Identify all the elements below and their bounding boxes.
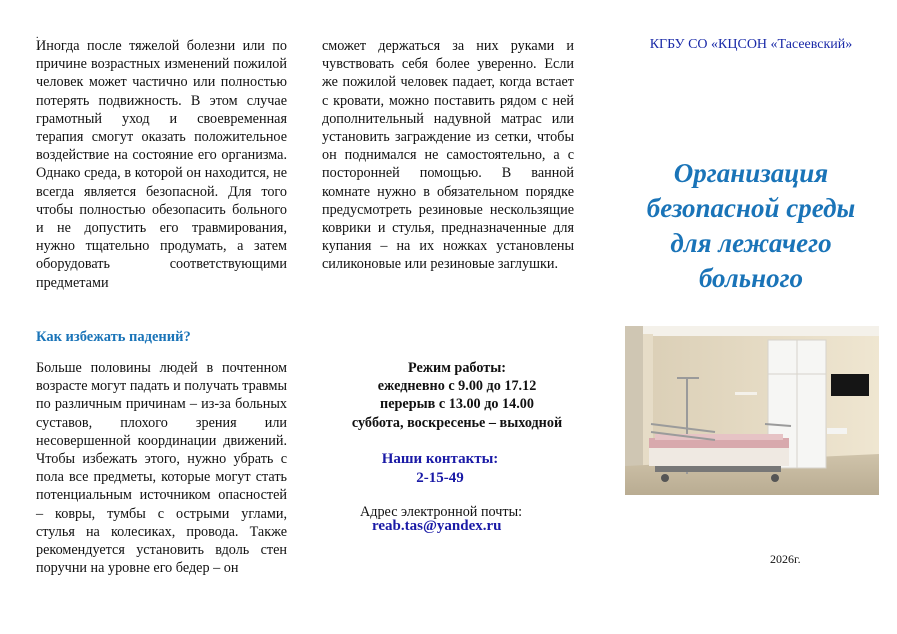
title-line-3: для лежачего: [670, 228, 832, 258]
title-line-2: безопасной среды: [646, 193, 856, 223]
brochure-title: [622, 156, 880, 296]
contacts-label: Наши контакты:: [381, 451, 499, 467]
intro-paragraph: Иногда после тяжелой болезни или по причине возрастных изменений пожилой человек может частично или полностью потерять подвижность. В этом случае грамотный уход и своевременная терапия смогут оказать положительное воздействие на состояние его организма. Однако среда, в которой он находится, не всегда является безопасной. Для того чтобы полностью обезопасить больного и не допустить его травмирования, нужно тщательно продумать, а затем оборудовать соответствующими предметами: [36, 38, 287, 291]
year-label: 2026г.: [770, 552, 801, 566]
schedule-label: Режим работы:: [407, 360, 507, 376]
title-line-4: больного: [698, 263, 804, 293]
title-line-1: Организация: [673, 158, 829, 188]
schedule-break: перерыв с 13.00 до 14.00: [380, 396, 534, 413]
room-photo: [625, 326, 879, 495]
schedule-weekend: суббота, воскресенье – выходной: [351, 414, 563, 431]
contacts-phone: 2-15-49: [416, 470, 464, 486]
continuation-paragraph: сможет держаться за них руками и чувствовать себя более уверенно. Если же пожилой человек падает, когда встает с кровати, можно поставить рядом с ней дополнительный надувной матрас или установить заграждение из сетки, чтобы он поднимался не самостоятельно, а с посторонней помощью. В ванной комнате нужно в обязательном порядке предусмотреть резиновые нескользящие коврики и стулья, предназначенные для купания – на их ножках установлены силиконовые или резиновые заглушки.: [322, 38, 574, 273]
section-heading-falls: Как избежать падений?: [36, 329, 191, 345]
hospital-room-illustration: [625, 326, 879, 495]
work-schedule: [322, 359, 592, 432]
email-address: reab.tas@yandex.ru: [372, 518, 502, 534]
contacts-block: [330, 450, 550, 488]
schedule-daily: ежедневно с 9.00 до 17.12: [377, 378, 537, 395]
marker-dot: .: [36, 30, 39, 41]
email-label: Адрес электронной почты:: [360, 504, 523, 520]
falls-paragraph: Больше половины людей в почтенном возрасте могут падать и получать травмы по различным причинам – из-за больных суставов, плохого зрения или несовершенной координации движений. Чтобы избежать этого, нужно убрать с пола все предметы, которые могут стать потенциальным источником опасностей – ковры, тумбы с острыми углами, стулья на колесиках, провода. Также рекомендуется установить вдоль стен поручни на уровне его бедер – он: [36, 360, 287, 577]
organization-name: КГБУ СО «КЦСОН «Тасеевский»: [649, 37, 853, 52]
